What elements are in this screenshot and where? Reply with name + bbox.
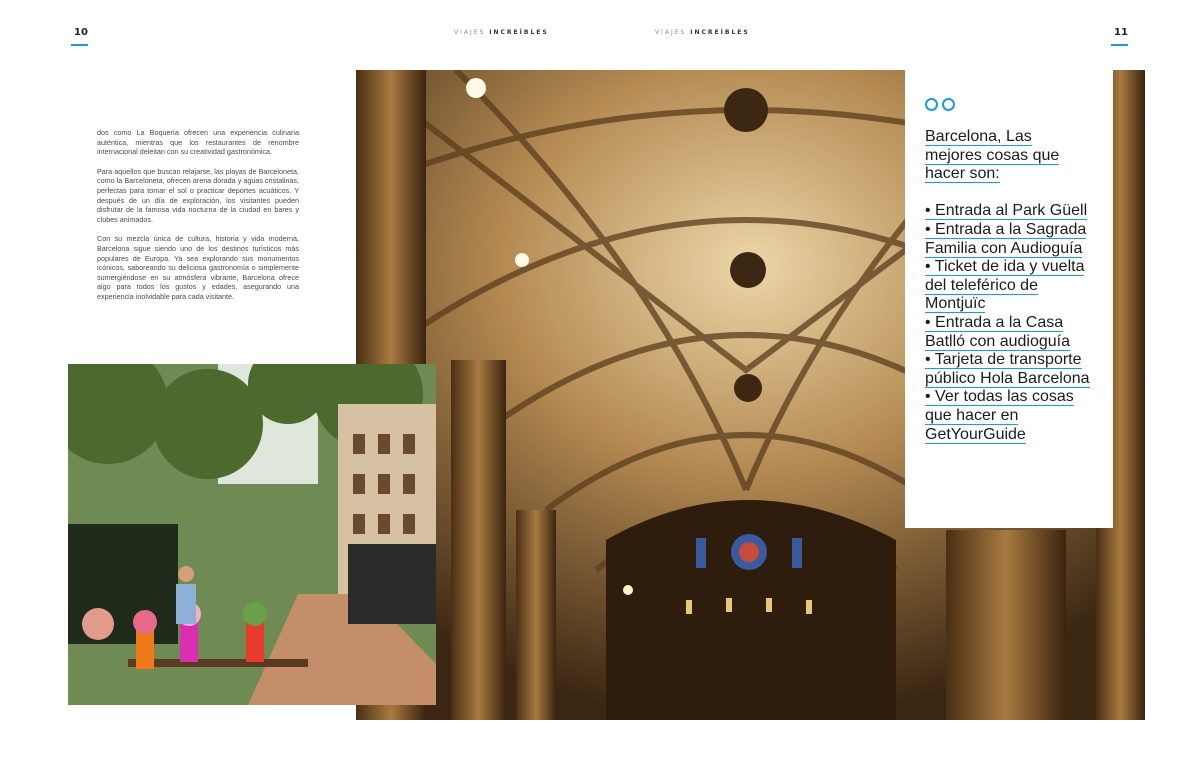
decorative-circles <box>925 98 1093 111</box>
running-header-bold: INCREÍBLES <box>690 29 750 36</box>
circle-icon <box>942 98 955 111</box>
running-header-right <box>655 29 750 36</box>
page-number-underline <box>71 44 88 46</box>
running-header-light: VIAJES <box>655 29 691 36</box>
article-paragraph: Para aquellos que buscan relajarse, las playas de Barceloneta, como la Barceloneta, ofrecen arena dorada y aguas cristalinas, perfectas para tomar el sol o practicar deportes acuáticos. Y después de un día de exploración, los visitantes pueden disfrutar de la famosa vida nocturna de la ciudad en bares y clubes animados. <box>97 166 299 224</box>
article-paragraph: Con su mezcla única de cultura, historia y vida moderna, Barcelona sigue siendo uno de los destinos turísticos más populares de Europa. Ya sea explorando sus monumentos icónicos, saboreando su deliciosa gastronomía o simplemente sumergiéndose en su atmósfera vibrante, Barcelona ofrece algo para todos los gustos y edades, asegurando una experiencia inolvidable para cada visitante. <box>97 234 299 301</box>
recommendations-card <box>905 70 1113 528</box>
card-title <box>925 128 1093 184</box>
rambla-street-photo <box>68 364 436 705</box>
page-number-underline <box>1111 44 1128 46</box>
page-number-right-text: 11 <box>1114 27 1128 38</box>
running-header-left <box>454 29 549 36</box>
running-header-light: VIAJES <box>454 29 490 36</box>
link-getyourguide[interactable]: • Ver todas las cosas que hacer en GetYourGuide <box>925 388 1074 443</box>
link-hola-barcelona[interactable]: • Tarjeta de transporte público Hola Barcelona <box>925 351 1090 387</box>
running-header-bold: INCREÍBLES <box>489 29 549 36</box>
link-sagrada-familia[interactable]: • Entrada a la Sagrada Familia con Audioguía <box>925 220 1087 257</box>
link-teleferico-montjuic[interactable]: • Ticket de ida y vuelta del teleférico de Montjuïc <box>925 258 1085 313</box>
page-number-left-text: 10 <box>74 27 88 38</box>
page-number-left <box>74 27 88 38</box>
page-number-right <box>1114 27 1128 38</box>
link-casa-batllo[interactable]: • Entrada a la Casa Batlló con audioguía <box>925 313 1070 350</box>
link-park-guell[interactable]: • Entrada al Park Güell <box>925 202 1088 220</box>
article-paragraph: dos como La Boquería ofrecen una experiencia culinaria auténtica, mientras que los restaurantes de renombre internacional deleitan con su creatividad gastronómica. <box>97 128 299 157</box>
rambla-illustration <box>68 364 436 705</box>
circle-icon <box>925 98 938 111</box>
article-body <box>97 128 299 312</box>
card-title-text: Barcelona, Las mejores cosas que hacer son: <box>925 128 1060 183</box>
